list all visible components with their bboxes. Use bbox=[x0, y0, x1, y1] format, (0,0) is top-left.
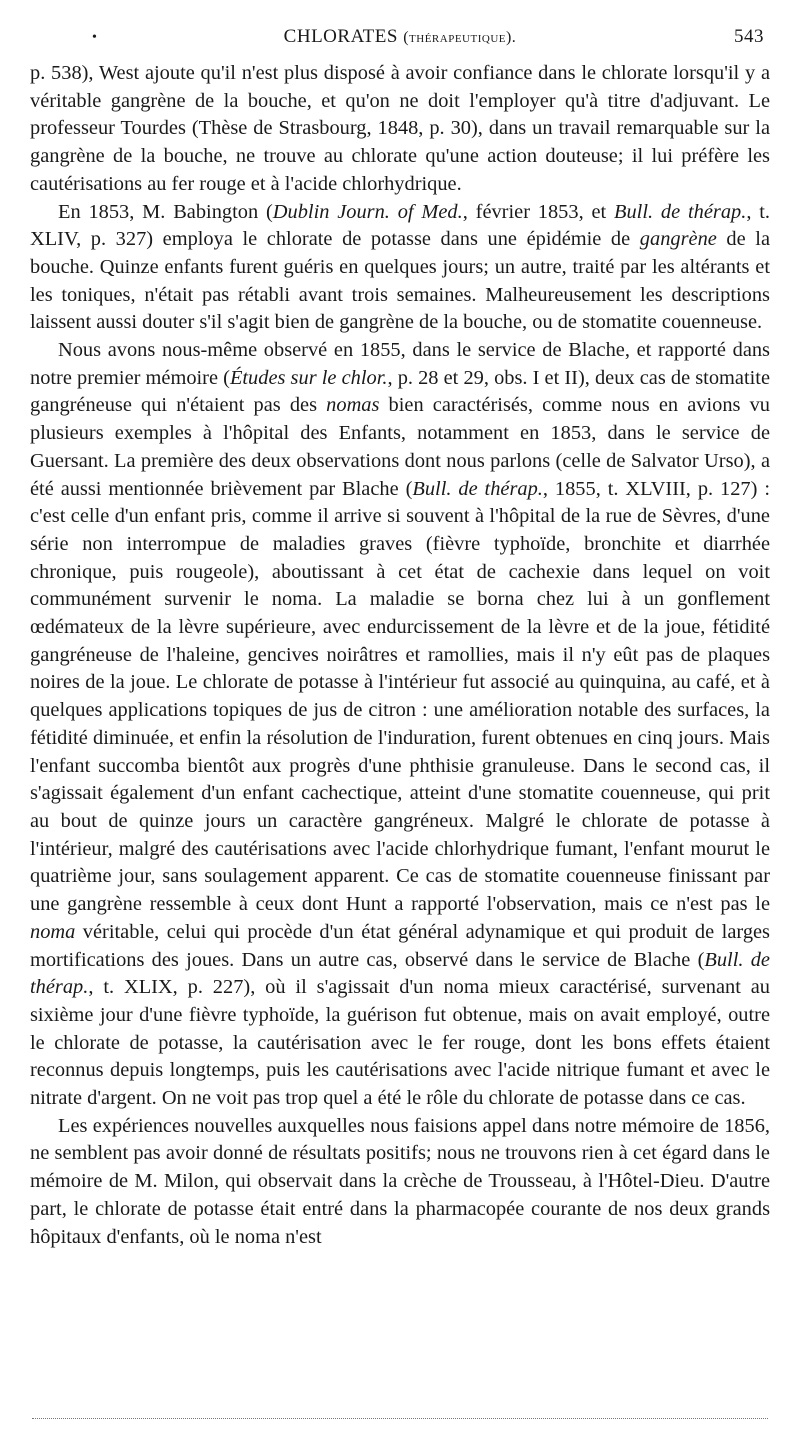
text-run: , février 1853, et bbox=[462, 200, 615, 223]
text-run: véritable, celui qui procède d'un état général adynamique et qui produit de larges mortifications des joues. Dans un autre cas, observé dans le service de Blache ( bbox=[30, 920, 770, 971]
text-run: de la bouche. Quinze enfants furent guéris en quelques jours; un autre, traité par les altérants et les toniques, n'était pas rétabli avant trois semaines. Malheureusement les descriptions laissent aussi douter s'il s'agit bien de gangrène de la bouche, ou de stomatite couenneuse. bbox=[30, 228, 770, 334]
text-run: Les expériences nouvelles auxquelles nous faisions appel dans notre mémoire de 1856, ne semblent pas avoir donné de résultats positifs; nous ne trouvons rien à cet égard dans le mémoire de M. Milon, qui observait dans la crèche de Trousseau, à l'Hôtel-Dieu. D'autre part, le chlorate de potasse était entré dans la pharmacopée courante de nos deux grands hôpitaux d'enfants, où le noma n'est bbox=[30, 1114, 770, 1248]
italic-text: Études sur le chlor. bbox=[229, 366, 388, 389]
header-title-sub: (thérapeutique). bbox=[403, 29, 517, 46]
text-run: p. 538), West ajoute qu'il n'est plus disposé à avoir confiance dans le chlorate lorsqu'il y a véritable gangrène de la bouche, et qu'on ne doit l'employer qu'à titre d'adjuvant. Le professeur Tourdes (Thèse de Strasbourg, 1848, p. 30), dans un travail remarquable sur la gangrène de la bouche, ne trouve au chlorate qu'une action douteuse; il lui préfère les cautérisations au fer rouge et à l'acide chlorhydrique. bbox=[30, 62, 770, 195]
italic-text: Bull. de thérap. bbox=[614, 200, 747, 223]
body-text bbox=[30, 60, 770, 1251]
paragraph bbox=[30, 1113, 770, 1252]
italic-text: noma bbox=[30, 920, 76, 943]
text-run: bien caractérisés, comme nous en avions vu plusieurs exemples à l'hôpital des Enfants, notamment en 1853, dans le service de Guersant. La première des deux observations dont nous parlons (celle de Salvator Urso), a été aussi mentionnée brièvement par Blache ( bbox=[30, 394, 770, 500]
header-title bbox=[30, 26, 770, 48]
italic-text: Bull. de thérap. bbox=[30, 948, 770, 999]
text-run: , t. XLIV, p. 327) employa le chlorate de potasse dans une épidémie de bbox=[30, 200, 771, 251]
italic-text: Dublin Journ. of Med. bbox=[272, 200, 463, 223]
paragraph bbox=[30, 337, 770, 1113]
book-page bbox=[30, 26, 770, 1251]
header-bullet: • bbox=[92, 30, 98, 45]
text-run: , t. XLIX, p. 227), où il s'agissait d'un noma mieux caractérisé, survenant au sixième jour d'une fièvre typhoïde, la guérison fut obtenue, mais on avait employé, outre le chlorate de potasse, la cautérisation avec le fer rouge, dont les bons effets étaient reconnus depuis longtemps, puis les cautérisations avec l'acide nitrique fumant et avec le nitrate d'argent. On ne voit pas trop quel a été le rôle du chlorate de potasse dans ce cas. bbox=[30, 976, 770, 1110]
page-number: 543 bbox=[734, 26, 764, 47]
italic-text: Bull. de thérap. bbox=[412, 477, 543, 500]
paragraph bbox=[30, 60, 770, 199]
italic-text: gangrène bbox=[639, 228, 717, 251]
text-run: En 1853, M. Babington ( bbox=[58, 200, 273, 223]
italic-text: nomas bbox=[326, 394, 380, 417]
paragraph bbox=[30, 199, 770, 338]
header-title-main: CHLORATES bbox=[283, 26, 398, 47]
running-header bbox=[30, 26, 770, 58]
text-run: , p. 28 et 29, obs. I et II), deux cas de stomatite gangréneuse qui n'étaient pas des bbox=[30, 366, 770, 417]
text-run: , 1855, t. XLVIII, p. 127) : c'est celle d'un enfant pris, comme il arrive si souvent à l'hôpital de la rue de Sèvres, d'une série non interrompue de maladies graves (fièvre typhoïde, bronchite et diarrhée chronique, puis rougeole), aboutissant à cet état de cachexie dans lequel on voit communément survenir le noma. La maladie se borna chez lui à un gonflement œdémateux de la lèvre supérieure, avec endurcissement de la lèvre et de la joue, fétidité gangréneuse de l'haleine, gencives noirâtres et ramollies, mais il n'y eût pas de plaques noires de la joue. Le chlorate de potasse à l'intérieur fut associé au quinquina, au café, et à quelques applications topiques de jus de citron : une amélioration notable des surfaces, la fétidité diminuée, et enfin la résolution de l'induration, furent obtenues en cinq jours. Mais l'enfant succomba bientôt aux progrès d'une phthisie granuleuse. Dans le second cas, il s'agissait également d'un enfant cachectique, atteint d'une stomatite couenneuse, qui prit au bout de quinze jours un caractère gangréneux. Malgré le chlorate de potasse à l'intérieur, malgré des cautérisations avec l'acide chlorhydrique fumant, l'enfant mourut le quatrième jour, sans soulagement apparent. Ce cas de stomatite couenneuse finissant par une gangrène ressemble à ceux dont Hunt a rapporté l'observation, mais ce n'est pas le bbox=[30, 477, 771, 916]
footer-dotted-rule bbox=[32, 1418, 768, 1419]
text-run: Nous avons nous-même observé en 1855, dans le service de Blache, et rapporté dans notre premier mémoire ( bbox=[30, 339, 770, 389]
